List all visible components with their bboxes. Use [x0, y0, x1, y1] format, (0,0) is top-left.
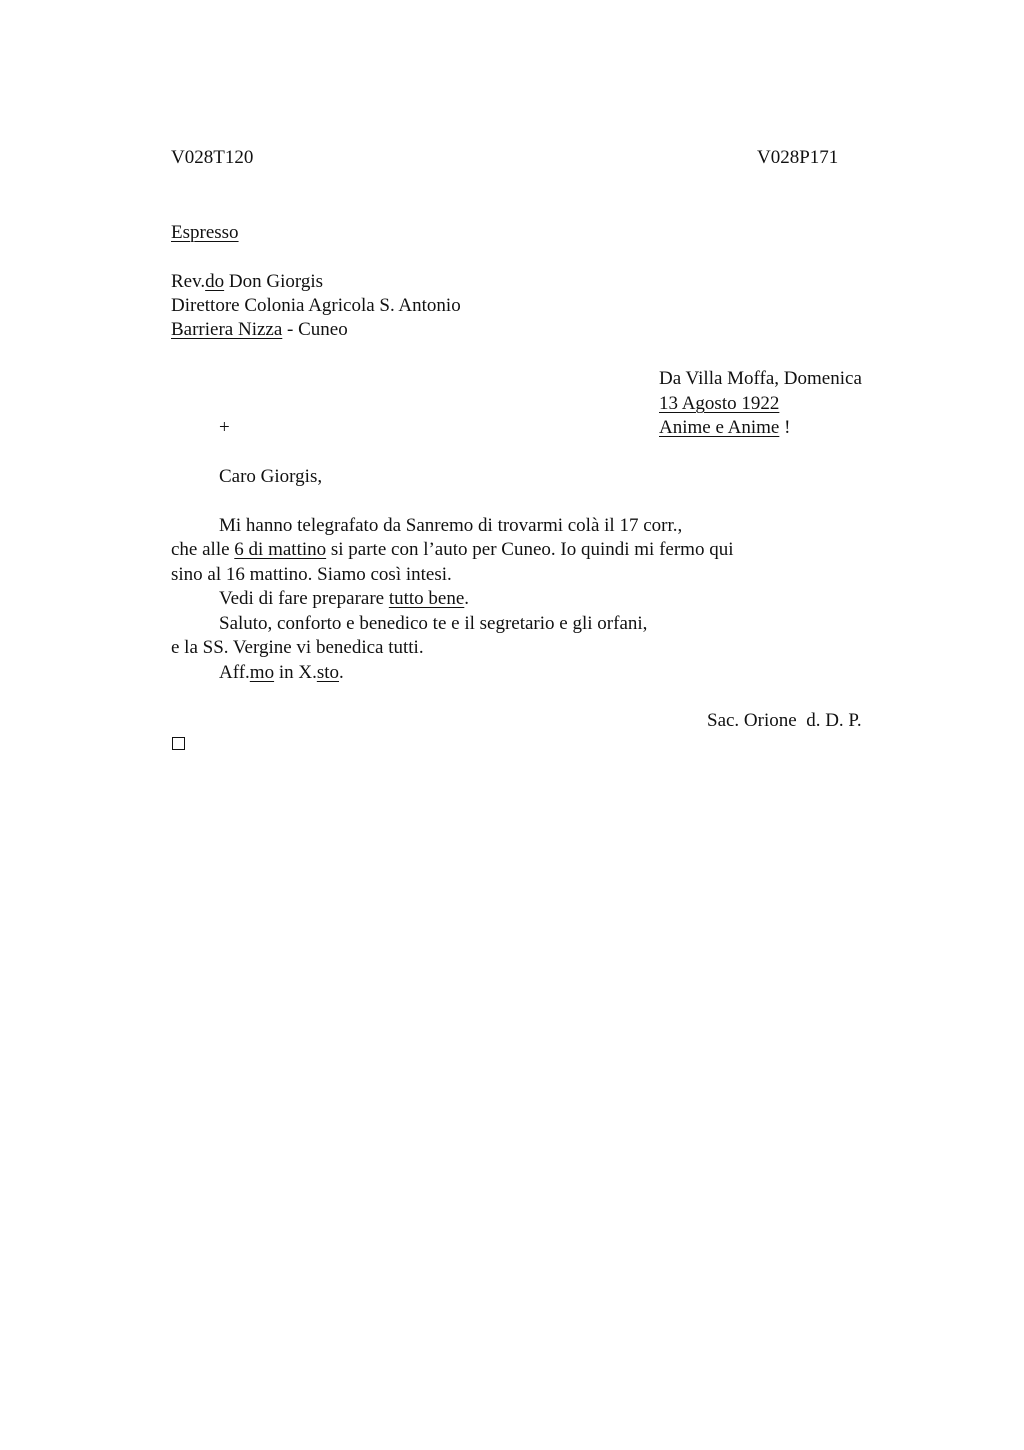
- dateline-place: Da Villa Moffa, Domenica: [659, 368, 862, 389]
- recipient-salutation-abbrev: do: [205, 271, 225, 292]
- greeting: Caro Giorgis,: [219, 466, 323, 487]
- body-text: .: [464, 588, 470, 609]
- motto-tail: !: [779, 417, 791, 438]
- body-text: che alle: [171, 539, 235, 560]
- recipient-name: [171, 270, 323, 294]
- closing-underlined: sto: [316, 662, 340, 683]
- closing-underlined: mo: [249, 662, 275, 683]
- body-line: [219, 587, 469, 611]
- body-underlined: tutto bene: [388, 588, 465, 609]
- document-code-left: V028T120: [171, 147, 254, 168]
- dateline-motto: [659, 416, 790, 440]
- dateline-date: 13 Agosto 1922: [659, 393, 780, 414]
- document-code-right: V028P171: [757, 147, 839, 168]
- recipient-place-rest: - Cuneo: [282, 319, 348, 340]
- recipient-address: [171, 318, 348, 342]
- recipient-title: Direttore Colonia Agricola S. Antonio: [171, 295, 461, 316]
- body-text: si parte con l’auto per Cuneo. Io quindi mi fermo qui: [326, 539, 734, 560]
- recipient-place-underlined: Barriera Nizza: [171, 319, 283, 340]
- closing-text: in X.: [274, 662, 317, 683]
- body-line: Saluto, conforto e benedico te e il segretario e gli orfani,: [219, 613, 648, 634]
- closing-line: [219, 661, 344, 685]
- end-square-icon: [172, 737, 185, 750]
- body-line: [171, 538, 733, 562]
- signature: Sac. Orione d. D. P.: [707, 710, 862, 731]
- cross-mark: +: [219, 417, 230, 438]
- body-line: e la SS. Vergine vi benedica tutti.: [171, 637, 424, 658]
- delivery-mode: Espresso: [171, 222, 239, 243]
- body-underlined: 6 di mattino: [234, 539, 327, 560]
- motto-text: Anime e Anime: [659, 417, 780, 438]
- body-text: Vedi di fare preparare: [219, 588, 389, 609]
- body-line: sino al 16 mattino. Siamo così intesi.: [171, 564, 452, 585]
- recipient-salutation-prefix: Rev.: [171, 271, 206, 292]
- body-line: Mi hanno telegrafato da Sanremo di trovarmi colà il 17 corr.,: [219, 515, 683, 536]
- closing-text: Aff.: [219, 662, 250, 683]
- closing-text: .: [339, 662, 344, 683]
- recipient-name-text: Don Giorgis: [224, 271, 324, 292]
